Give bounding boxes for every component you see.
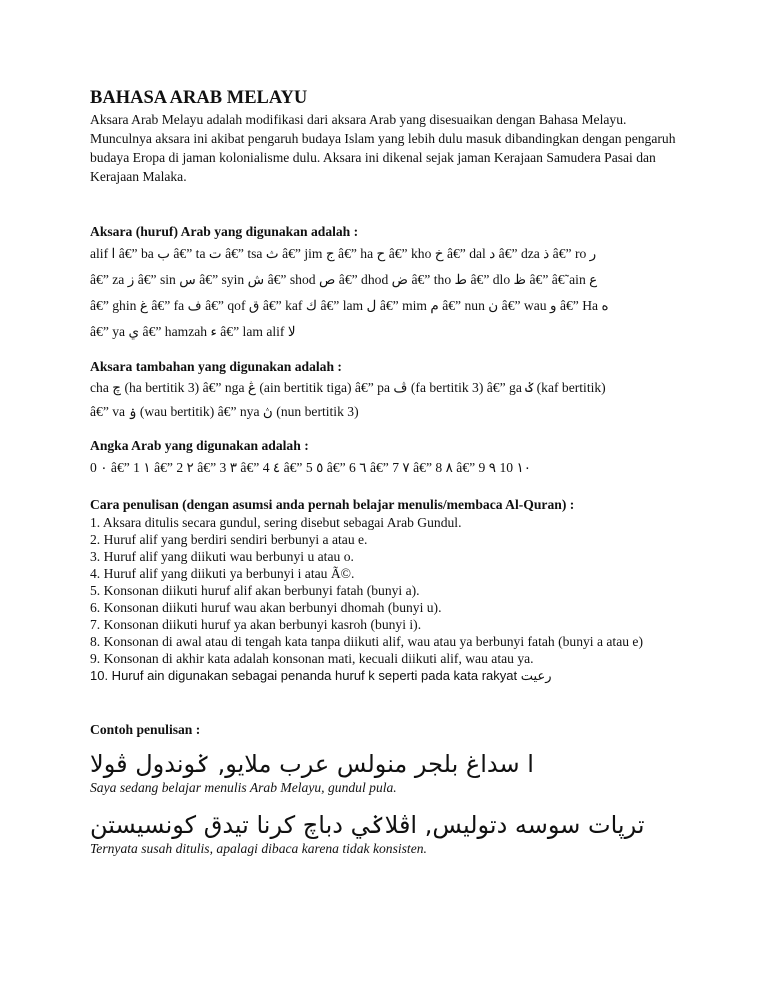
list-item: 1. Aksara ditulis secara gundul, sering disebut sebagai Arab Gundul.	[90, 515, 462, 530]
angka-heading: Angka Arab yang digunakan adalah :	[90, 438, 309, 453]
list-item: 4. Huruf alif yang diikuti ya berbunyi i atau Ã©.	[90, 566, 355, 581]
huruf-line-1: alif ا â€” ba ب â€” ta ت â€” tsa ث â€” jim ج â€” ha ح â€” kho خ â€” dal د â€” dza ذ â€” ro ر	[90, 246, 597, 261]
huruf-line-2: â€” za ز â€” sin س â€” syin ش â€” shod ص â€” dhod ض â€” tho ط â€” dlo ظ â€” â€˜ain ع	[90, 272, 598, 287]
list-item: 2. Huruf alif yang berdiri sendiri berbunyi a atau e.	[90, 532, 368, 547]
example-latin-2: Ternyata susah ditulis, apalagi dibaca karena tidak konsisten.	[90, 841, 427, 856]
example-latin-1: Saya sedang belajar menulis Arab Melayu, gundul pula.	[90, 780, 397, 795]
document-page	[90, 88, 690, 857]
list-item: 8. Konsonan di awal atau di tengah kata tanpa diikuti alif, wau atau ya berbunyi fatah (bunyi a atau e)	[90, 634, 643, 649]
contoh-heading: Contoh penulisan :	[90, 722, 201, 737]
tambahan-line-2: â€” va ۏ (wau bertitik) â€” nya ڽ (nun bertitik 3)	[90, 404, 359, 419]
cara-heading: Cara penulisan (dengan asumsi anda pernah belajar menulis/membaca Al-Quran) :	[90, 497, 575, 512]
list-item: 5. Konsonan diikuti huruf alif akan berbunyi fatah (bunyi a).	[90, 583, 420, 598]
cara-list	[90, 514, 690, 684]
huruf-line-3: â€” ghin غ â€” fa ف â€” qof ق â€” kaf ك â€” lam ل â€” mim م â€” nun ن â€” wau و â€” Ha ه	[90, 298, 609, 313]
angka-line: 0 ٠ â€” 1 ١ â€” 2 ٢ â€” 3 ٣ â€” 4 ٤ â€” 5 ٥ â€” 6 ٦ â€” 7 ٧ â€” 8 ٨ â€” 9 ٩ 10 ١٠	[90, 460, 532, 475]
list-item: 7. Konsonan diikuti huruf ya akan berbunyi kasroh (bunyi i).	[90, 617, 422, 632]
huruf-line-4: â€” ya ي â€” hamzah ء â€” lam alif لا	[90, 324, 296, 339]
list-item: 3. Huruf alif yang diikuti wau berbunyi u atau o.	[90, 549, 354, 564]
example-arabic-2: ترپات سوسه دتوليس, اڤلاݢي دباچ كرنا تيدق كونسيستن	[90, 811, 645, 839]
example-arabic-1: ا سداغ بلجر منولس عرب ملايو, ݢوندول ڤولا	[90, 750, 534, 778]
intro-paragraph: Aksara Arab Melayu adalah modifikasi dari aksara Arab yang disesuaikan dengan Bahasa Melayu. Munculnya aksara ini akibat pengaruh budaya Islam yang lebih dulu masuk dibandingkan dengan pengaruh budaya Eropa di jaman kolonialisme dulu. Aksara ini dikenal sejak jaman Kerajaan Samudera Pasai dan Kerajaan Malaka.	[90, 112, 676, 184]
tambahan-heading: Aksara tambahan yang digunakan adalah :	[90, 359, 342, 374]
tambahan-line-1: cha چ (ha bertitik 3) â€” nga ڠ (ain bertitik tiga) â€” pa ڤ (fa bertitik 3) â€” ga ݢ (kaf bertitik)	[90, 380, 606, 395]
list-item: 9. Konsonan di akhir kata adalah konsonan mati, kecuali diikuti alif, wau atau ya.	[90, 651, 534, 666]
huruf-heading: Aksara (huruf) Arab yang digunakan adalah :	[90, 224, 359, 239]
list-item: 6. Konsonan diikuti huruf wau akan berbunyi dhomah (bunyi u).	[90, 600, 442, 615]
document-title: BAHASA ARAB MELAYU	[90, 88, 308, 108]
list-item: 10. Huruf ain digunakan sebagai penanda huruf k seperti pada kata rakyat رعيت	[90, 668, 552, 683]
